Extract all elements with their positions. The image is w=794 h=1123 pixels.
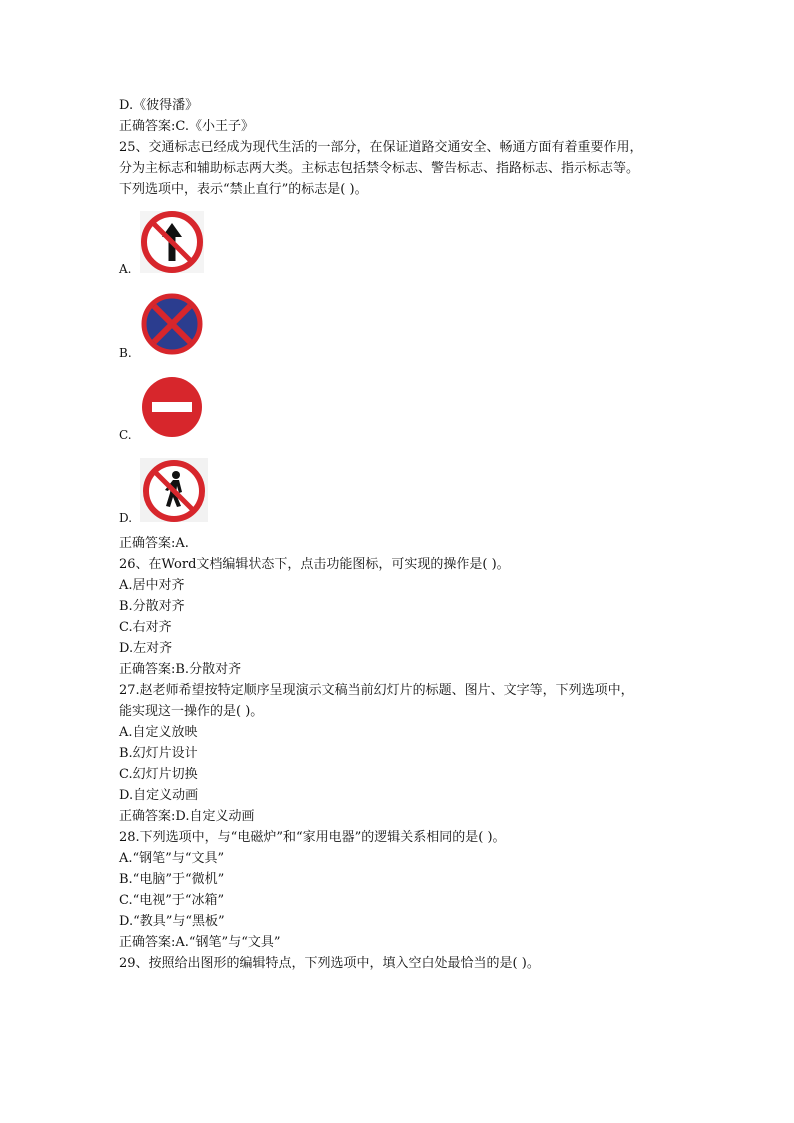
q28-option-d: D.“教具”与“黑板” xyxy=(119,914,225,929)
q26-option-c: C.右对齐 xyxy=(119,620,172,635)
q28-answer: 正确答案:A.“钢笔”与“文具” xyxy=(119,935,281,950)
q25-text-line-3: 下列选项中，表示“禁止直行”的标志是( )。 xyxy=(119,182,368,197)
q27-option-a: A.自定义放映 xyxy=(119,725,198,740)
no-straight-ahead-sign-icon xyxy=(140,211,204,273)
q28-option-a: A.“钢笔”与“文具” xyxy=(119,851,225,866)
q29-question: 29、按照给出图形的编辑特点，下列选项中，填入空白处最恰当的是( )。 xyxy=(119,956,540,971)
no-entry-sign-icon xyxy=(140,376,204,438)
q28-option-c: C.“电视”于“冰箱” xyxy=(119,893,225,908)
q26-question: 26、在Word文档编辑状态下，点击功能图标，可实现的操作是( )。 xyxy=(119,557,510,572)
q28-option-b: B.“电脑”于“微机” xyxy=(119,872,225,887)
q24-answer: 正确答案:C.《小王子》 xyxy=(119,119,254,134)
q27-question-line-2: 能实现这一操作的是( )。 xyxy=(119,704,264,719)
q25-text-line-2: 分为主标志和辅助标志两大类。主标志包括禁令标志、警告标志、指路标志、指示标志等。 xyxy=(119,161,640,176)
q25-option-b-letter: B. xyxy=(119,346,132,360)
no-pedestrians-sign-icon xyxy=(140,458,208,522)
q26-option-d: D.左对齐 xyxy=(119,641,173,656)
q27-option-c: C.幻灯片切换 xyxy=(119,767,198,782)
q24-option-d: D.《彼得潘》 xyxy=(119,98,199,113)
q26-answer: 正确答案:B.分散对齐 xyxy=(119,662,242,677)
no-stopping-sign-icon xyxy=(140,293,204,355)
q25-answer: 正确答案:A. xyxy=(119,536,189,551)
q25-option-c-letter: C. xyxy=(119,428,132,442)
q25-text-line-1: 25、交通标志已经成为现代生活的一部分，在保证道路交通安全、畅通方面有着重要作用， xyxy=(119,140,643,155)
q27-option-b: B.幻灯片设计 xyxy=(119,746,198,761)
q25-option-a-letter: A. xyxy=(119,262,132,276)
q27-option-d: D.自定义动画 xyxy=(119,788,199,803)
q27-question-line-1: 27.赵老师希望按特定顺序呈现演示文稿当前幻灯片的标题、图片、文字等，下列选项中， xyxy=(119,683,634,698)
q28-question: 28.下列选项中，与“电磁炉”和“家用电器”的逻辑关系相同的是( )。 xyxy=(119,830,506,845)
q27-answer: 正确答案:D.自定义动画 xyxy=(119,809,255,824)
q25-option-d-letter: D. xyxy=(119,511,133,525)
q26-option-a: A.居中对齐 xyxy=(119,578,185,593)
q26-option-b: B.分散对齐 xyxy=(119,599,185,614)
